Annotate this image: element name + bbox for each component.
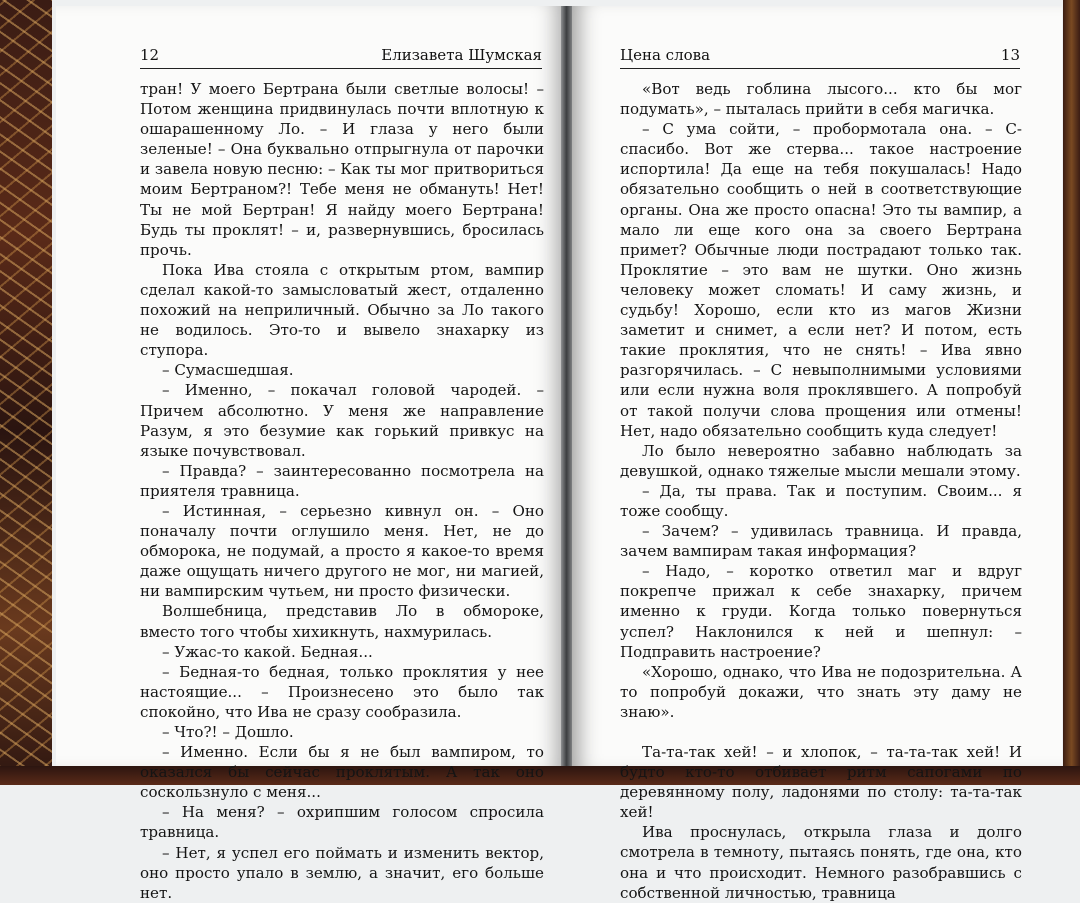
page-number: 12 — [140, 46, 160, 64]
left-page-header — [140, 46, 542, 69]
right-page — [572, 6, 1062, 902]
paragraph: – Именно. Если бы я не был вампиром, то оказался бы сейчас проклятым. А так оно соскользнуло с меня... — [140, 743, 544, 802]
paragraph: – Бедная-то бедная, только проклятия у нее настоящие... – Произнесено это было так спокойно, что Ива не сразу сообразила. — [140, 662, 544, 721]
paragraph: Пока Ива стояла с открытым ртом, вампир сделал какой-то замысловатый жест, отдаленно похожий на неприличный. Обычно за Ло такого не водилось. Это-то и вывело знахарку из ступора. — [140, 260, 544, 360]
book-cover-right-edge — [1063, 0, 1080, 785]
paragraph: – Правда? – заинтересованно посмотрела на приятеля травница. — [140, 461, 544, 500]
paragraph: – Что?! – Дошло. — [162, 723, 294, 741]
left-page-body — [140, 79, 544, 903]
paragraph: Та-та-так хей! – и хлопок, – та-та-так хей! И будто кто-то отбивает ритм сапогами по деревянному полу, ладонями по столу: та-та-так хей! — [620, 743, 1022, 822]
paragraph: тран! У моего Бертрана были светлые волосы! – Потом женщина придвинулась почти вплотную к ошарашенному Ло. – И глаза у него были зеленые! – Она буквально отпрыгнула от парочки и завела новую песню: – Как ты мог притвориться моим Бертраном?! Тебе меня не обмануть! Нет! Ты не мой Бертран! Я найду моего Бертрана! Будь ты проклят! – и, развернувшись, бросилась прочь. — [140, 80, 544, 259]
paragraph: – На меня? – охрипшим голосом спросила травница. — [140, 803, 544, 842]
paragraph: – Надо, – коротко ответил маг и вдруг покрепче прижал к себе знахарку, причем именно к груди. Когда только повернуться успел? Наклонился к ней и шепнул: – Подправить настроение? — [620, 562, 1022, 661]
paragraph: Ива проснулась, открыла глаза и долго смотрела в темноту, пытаясь понять, где она, кто она и что происходит. Немного разобравшись с собственной личностью, травница — [620, 823, 1022, 902]
paragraph: Ло было невероятно забавно наблюдать за девушкой, однако тяжелые мысли мешали этому. — [620, 441, 1022, 480]
paragraph: – Сумасшедшая. — [162, 361, 294, 380]
paragraph: – Да, ты права. Так и поступим. Своим... я тоже сообщу. — [620, 481, 1022, 520]
paragraph: «Хорошо, однако, что Ива не подозрительна. А то попробуй докажи, что знать эту даму не знаю». — [620, 662, 1022, 721]
paragraph: «Вот ведь гоблина лысого... кто бы мог подумать», – пыталась прийти в себя магичка. — [620, 80, 1022, 119]
paragraph: – Истинная, – серьезно кивнул он. – Оно поначалу почти оглушило меня. Нет, не до обморока, не подумай, а просто я какое-то время даже ощущать ничего другого не мог, ни магией, ни вампирским чутьем, ни просто физически. — [140, 501, 544, 601]
right-page-header — [620, 46, 1020, 69]
book-spine-gutter — [561, 6, 572, 766]
paragraph: – Зачем? – удивилась травница. И правда, зачем вампирам такая информация? — [620, 522, 1022, 561]
left-page — [56, 6, 561, 902]
paragraph: – Нет, я успел его поймать и изменить вектор, оно просто упало в землю, а значит, его больше нет. — [140, 843, 544, 902]
page-number: 13 — [1000, 46, 1020, 64]
paragraph: Волшебница, представив Ло в обмороке, вместо того чтобы хихикнуть, нахмурилась. — [140, 602, 544, 641]
running-title-author: Елизавета Шумская — [381, 46, 542, 64]
paragraph: – С ума сойти, – пробормотала она. – С-спасибо. Вот же стерва... такое настроение испортила! Да еще на тебя покушалась! Надо обязательно сообщить о ней в соответствующие органы. Она же просто опасна! Это ты вампир, а мало ли еще кого она за своего Бертрана примет? Обычные люди пострадают только так. Проклятие – это вам не шутки. Оно жизнь человеку может сломать! И саму жизнь, и судьбу! Хорошо, если кто из магов Жизни заметит и снимет, а если нет? И потом, есть такие проклятия, что не снять! – Ива явно разгорячилась. – С невыполнимыми условиями или если нужна воля проклявшего. А попробуй от такой получи слова прощения или отмены! Нет, надо обязательно сообщить куда следует! — [620, 120, 1022, 440]
right-page-body — [620, 79, 1022, 903]
running-title-book: Цена слова — [620, 46, 711, 64]
paragraph: – Именно, – покачал головой чародей. – Причем абсолютно. У меня же направление Разум, я это безумие как горький привкус на языке почувствовал. — [140, 381, 544, 460]
book-cover-left-edge — [0, 0, 52, 785]
paragraph: – Ужас-то какой. Бедная... — [162, 642, 373, 661]
